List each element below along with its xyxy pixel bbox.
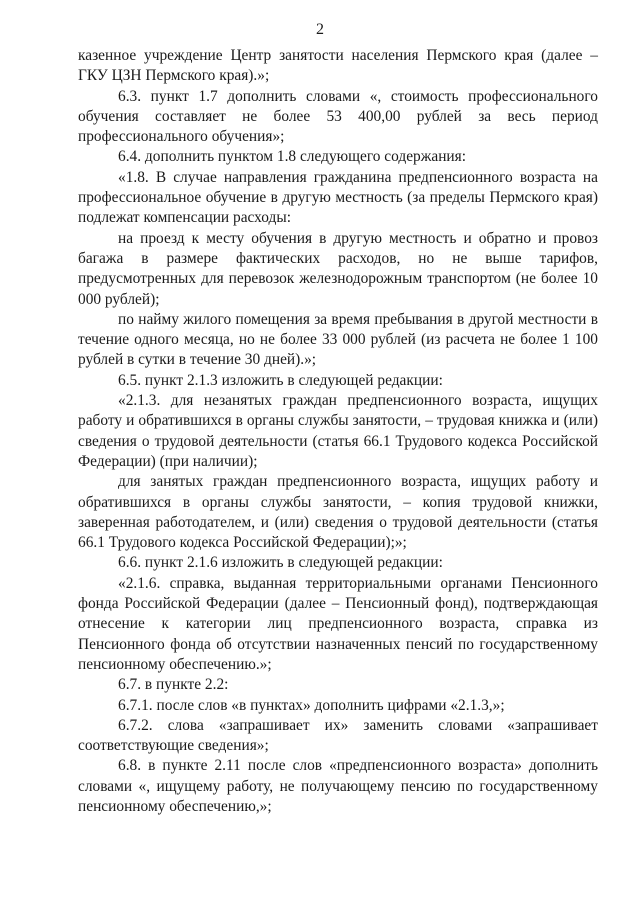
- page-number: 2: [316, 21, 324, 38]
- paragraph: 6.6. пункт 2.1.6 изложить в следующей редакции:: [118, 554, 443, 572]
- paragraph: «2.1.6. справка, выданная территориальными органами Пенсионного фонда Российской Федерации (далее – Пенсионный фонд), подтверждающая отнесение к категории лиц предпенсионного возраста, справка из Пенсионного фонда об отсутствии назначенных пенсий по государственному пенсионному обеспечению.»;: [78, 574, 598, 673]
- paragraph: «1.8. В случае направления гражданина предпенсионного возраста на профессиональное обучение в другую местность (за пределы Пермского края) подлежат компенсации расходы:: [78, 168, 598, 227]
- paragraph: 6.7. в пункте 2.2:: [118, 676, 229, 694]
- paragraph: 6.5. пункт 2.1.3 изложить в следующей редакции:: [118, 371, 443, 389]
- paragraph: 6.3. пункт 1.7 дополнить словами «, стоимость профессионального обучения составляет не более 53 400,00 рублей за весь период профессионального обучения»;: [78, 87, 598, 146]
- paragraph: казенное учреждение Центр занятости населения Пермского края (далее – ГКУ ЦЗН Пермского края).»;: [78, 47, 598, 85]
- paragraph: по найму жилого помещения за время пребывания в другой местности в течение одного месяца, но не более 33 000 рублей (из расчета не более 1 100 рублей в сутки в течение 30 дней).»;: [78, 310, 598, 369]
- paragraph: 6.7.2. слова «запрашивает их» заменить словами «запрашивает соответствующие сведения»;: [78, 716, 598, 755]
- paragraph: для занятых граждан предпенсионного возраста, ищущих работу и обратившихся в органы службы занятости, – копия трудовой книжки, заверенная работодателем, и (или) сведения о трудовой деятельности (статья 66.1 Трудового кодекса Российской Федерации);»;: [78, 473, 598, 552]
- document-body: [78, 46, 598, 817]
- paragraph: 6.8. в пункте 2.11 после слов «предпенсионного возраста» дополнить словами «, ищущему работу, не получающему пенсию по государственному пенсионному обеспечению,»;: [78, 757, 598, 815]
- paragraph: 6.7.1. после слов «в пунктах» дополнить цифрами «2.1.3,»;: [118, 696, 505, 714]
- paragraph: «2.1.3. для незанятых граждан предпенсионного возраста, ищущих работу и обратившихся в органы службы занятости, – трудовая книжка и (или) сведения о трудовой деятельности (статья 66.1 Трудового кодекса Российской Федерации) (при наличии);: [78, 392, 598, 470]
- paragraph: 6.4. дополнить пунктом 1.8 следующего содержания:: [118, 148, 467, 166]
- paragraph: на проезд к месту обучения в другую местность и обратно и провоз багажа в размере фактических расходов, но не выше тарифов, предусмотренных для перевозок железнодорожным транспортом (не более 10 000 рублей);: [78, 229, 598, 308]
